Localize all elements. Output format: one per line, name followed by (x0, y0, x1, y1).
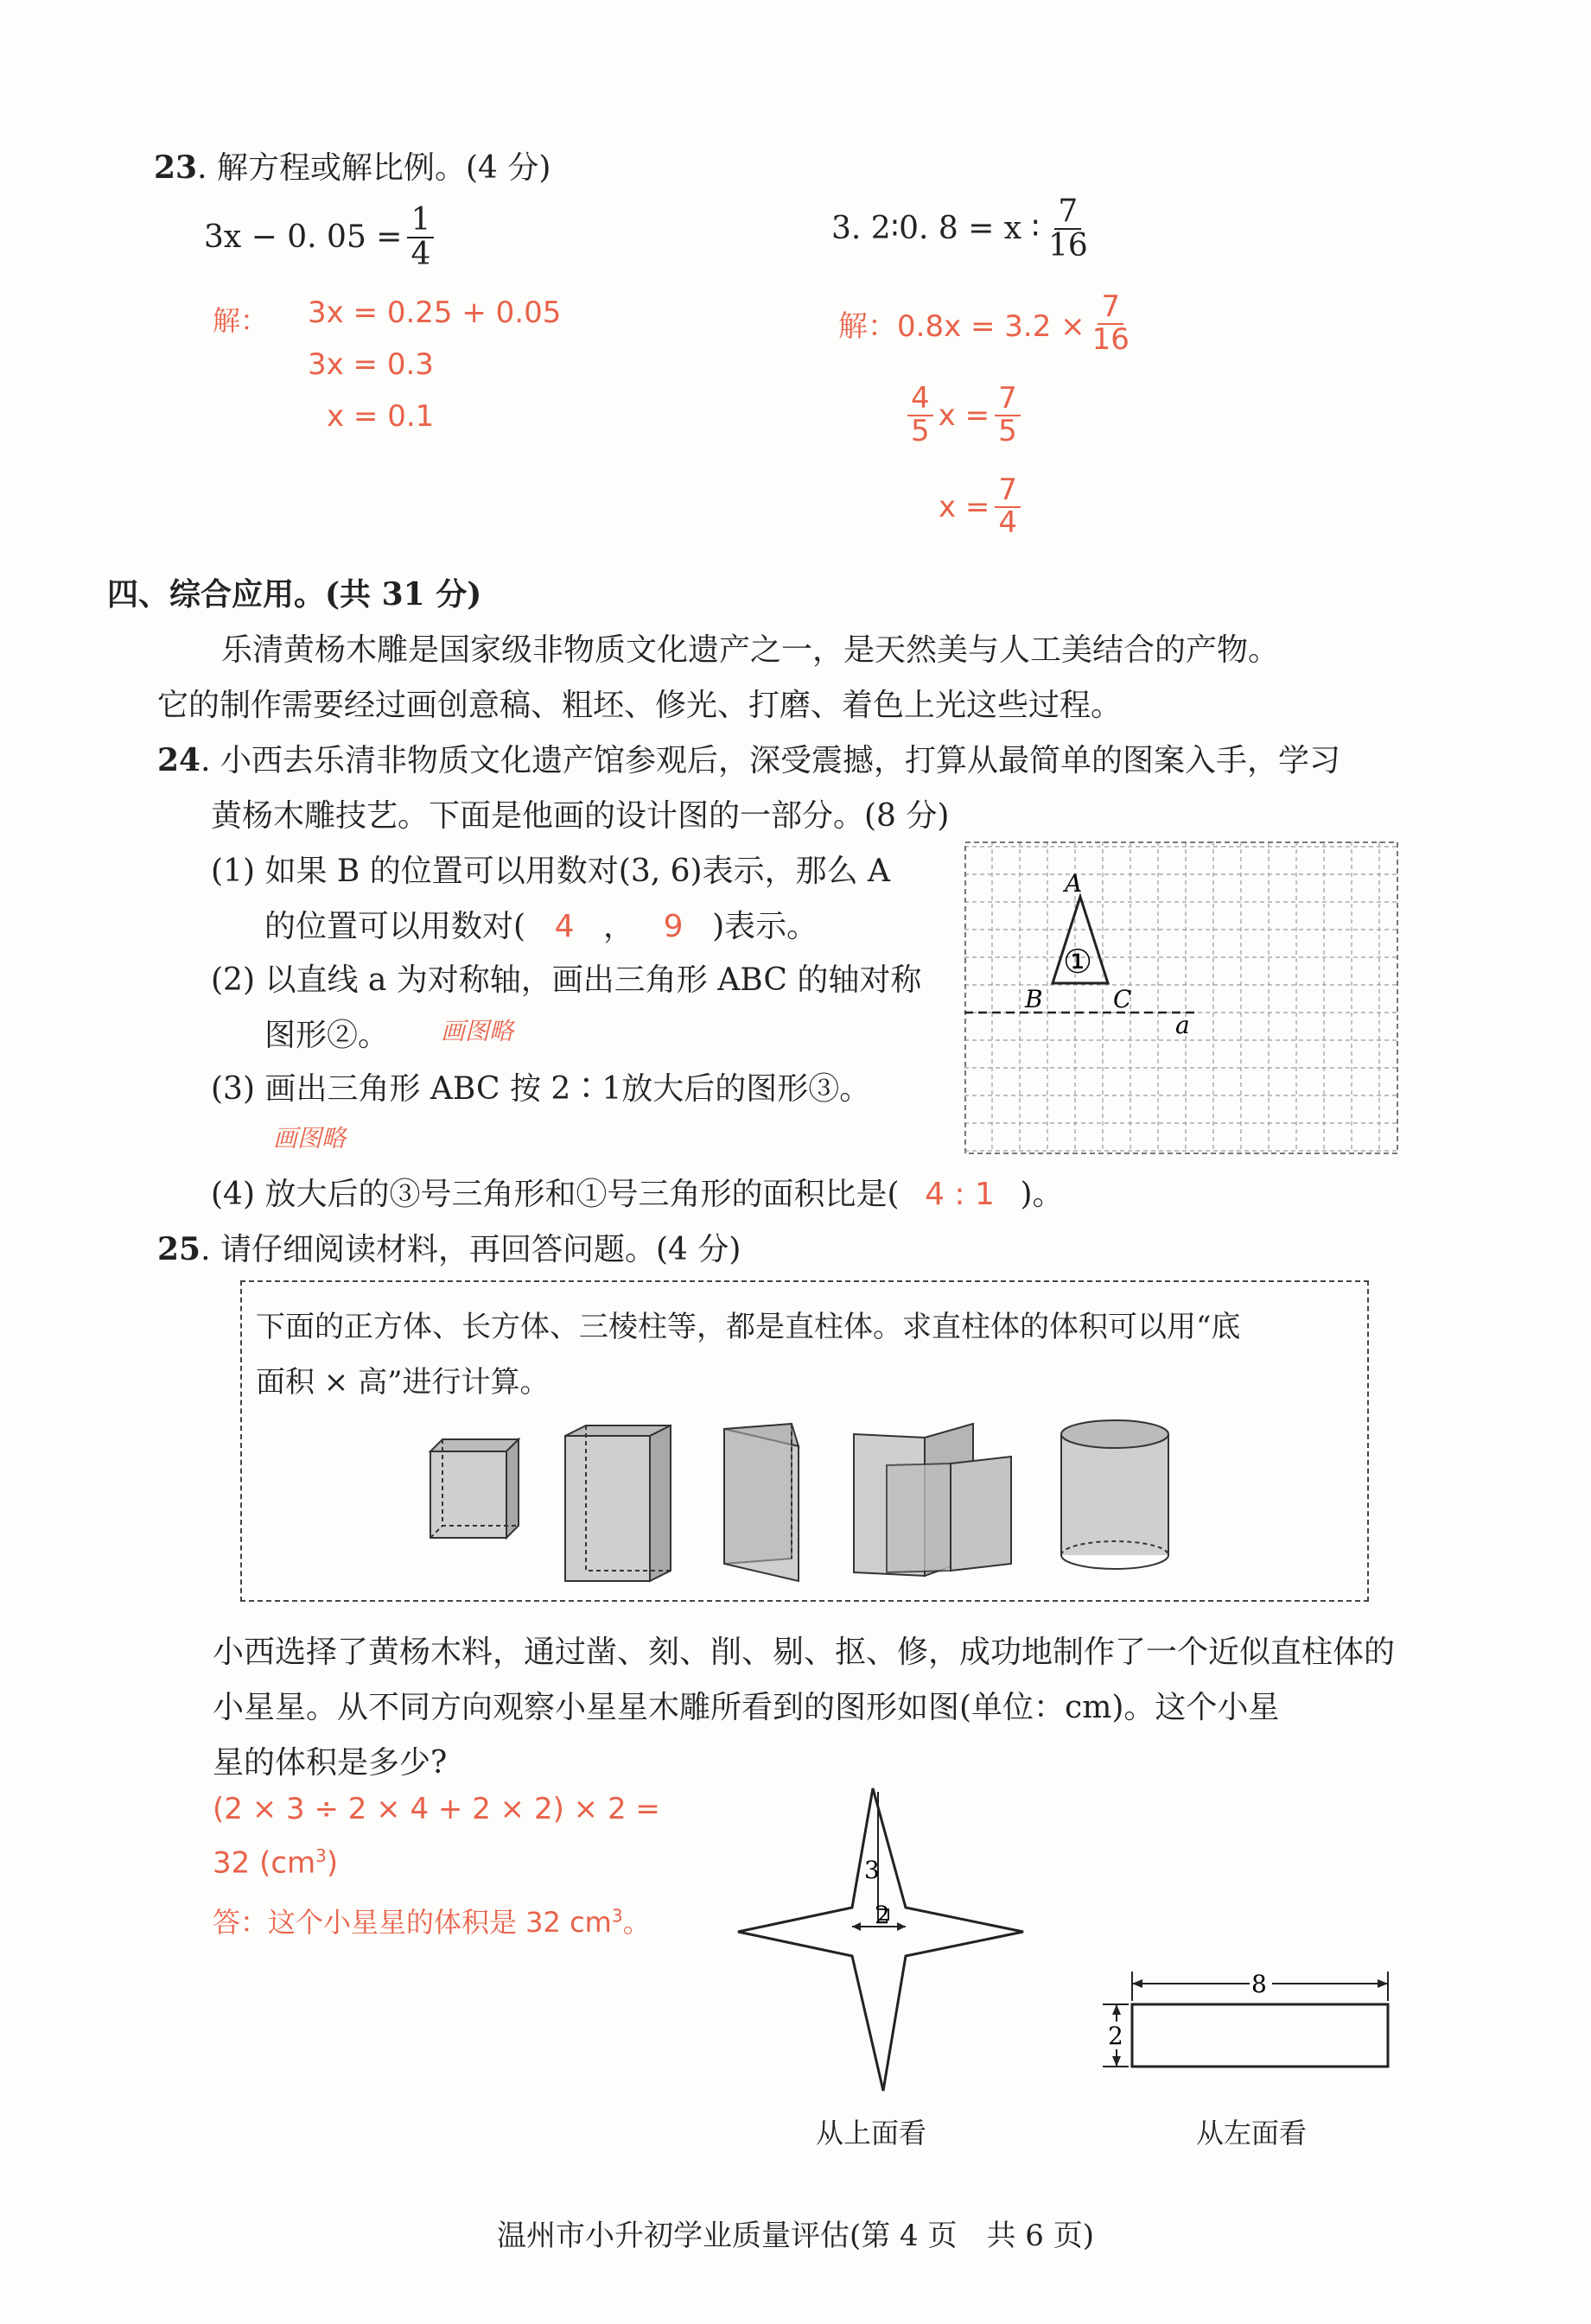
q25-answer-line-3 (213, 1901, 651, 1940)
sol2-l2-cnum: 4 (907, 384, 933, 416)
page-footer: 温州市小升初学业质量评估(第 4 页 共 6 页) (496, 2219, 1095, 2253)
q24-p4-answer: 4 : 1 (925, 1177, 995, 1212)
sol2-l2-cden: 5 (911, 413, 930, 448)
box-text-1: 下面的正方体、长方体、三棱柱等，都是直柱体。求直柱体的体积可以用“底 (256, 1310, 1241, 1344)
dim-label-2b: 2 (1108, 2022, 1123, 2050)
label-circled-1: ① (1063, 943, 1093, 981)
section4-intro-2: 它的制作需要经过画创意稿、粗坯、修光、打磨、着色上光这些过程。 (157, 688, 1123, 723)
q24-text1: . 小西去乐清非物质文化遗产馆参观后，深受震撼，打算从最简单的图案入手，学习 (200, 743, 1340, 778)
ans2-sup: 3 (315, 1845, 327, 1866)
ans3-pre: 答：这个小星星的体积是 32 cm (213, 1906, 612, 1939)
q24-number: 24 (157, 742, 201, 778)
ans2-pre: 32 (cm (213, 1845, 316, 1881)
q25-title: . 请仔细阅读材料，再回答问题。(4 分) (200, 1232, 741, 1267)
star-top-view (726, 1780, 1046, 2108)
eq2-fraction (1045, 195, 1091, 263)
eq1-fraction (407, 204, 434, 271)
q23-equation-1 (204, 204, 434, 271)
q25-text-1: 小西选择了黄杨木料，通过凿、刻、削、剔、抠、修，成功地制作了一个近似直柱体的 (213, 1635, 1396, 1670)
q24-p4-pre: (4) 放大后的③号三角形和①号三角形的面积比是( (211, 1177, 900, 1212)
sol2-line3-frac (995, 475, 1021, 538)
q24-p3: (3) 画出三角形 ABC 按 2∶1放大后的图形③。 (211, 1071, 871, 1107)
box-text-2: 面积 × 高”进行计算。 (256, 1365, 550, 1400)
prism-illustrations (242, 1412, 1365, 1598)
cube-shape (430, 1439, 519, 1538)
eq1-den: 4 (410, 236, 431, 272)
label-B: B (1025, 985, 1043, 1013)
q24-p1-answer-1: 4 (554, 909, 575, 944)
sol2-l3-num: 7 (995, 475, 1021, 508)
triangular-prism-shape (724, 1424, 799, 1581)
q25-answer-line-2 (213, 1845, 338, 1880)
ans2-post: ) (326, 1845, 339, 1881)
eq1-lhs: 3x − 0. 05 = (204, 219, 403, 256)
q23-title: . 解方程或解比例。(4 分) (197, 150, 551, 186)
ans3-post: 。 (622, 1906, 651, 1939)
sol2-l2-den: 5 (998, 413, 1017, 448)
sol1-label: 解： (213, 304, 269, 337)
section4-title: 四、综合应用。(共 31 分) (107, 576, 482, 613)
dim-label-3: 3 (864, 1856, 880, 1884)
q24-text-2: 黄杨木雕技艺。下面是他画的设计图的一部分。(8 分) (211, 798, 950, 834)
q24-p4 (211, 1170, 1064, 1214)
sol2-l2-mid: x = (938, 397, 990, 433)
left-view-rect (1132, 2004, 1388, 2067)
sol2-line2-frac (995, 381, 1021, 448)
q24-p1b-post: )表示。 (712, 909, 818, 944)
section4-intro-1: 乐清黄杨木雕是国家级非物质文化遗产之一，是天然美与人工美结合的产物。 (221, 632, 1280, 668)
sol1-line3: x = 0.1 (327, 399, 435, 434)
sol2-l2-num: 7 (995, 384, 1021, 416)
q25-number: 25 (157, 1231, 201, 1267)
q24-p1b-pre: 的位置可以用数对( (264, 909, 526, 944)
q24-p1b (264, 902, 818, 946)
sol2-line1-frac (1089, 289, 1133, 357)
q25-material-box (240, 1280, 1369, 1602)
cuboid-shape (565, 1426, 671, 1581)
q23-number: 23 (154, 149, 198, 186)
cylinder-shape (1061, 1420, 1168, 1569)
q24-p2-answer: 画图略 (441, 1017, 514, 1045)
label-C: C (1113, 985, 1132, 1013)
sol2-line1 (838, 289, 1133, 357)
q24-text-1 (157, 736, 1340, 780)
q24-grid-figure (964, 841, 1398, 1154)
label-a: a (1175, 1011, 1190, 1039)
sol2-l3-text: x = (939, 489, 990, 524)
sol2-line3 (939, 475, 1021, 538)
q25-answer-line-1: (2 × 3 ÷ 2 × 4 + 2 × 2) × 2 = (213, 1792, 660, 1826)
sol2-l1-num: 7 (1098, 292, 1123, 325)
eq2-num: 7 (1054, 195, 1081, 230)
sol1-line2: 3x = 0.3 (308, 347, 434, 382)
caption-top-view: 从上面看 (816, 2117, 927, 2149)
sol2-line1-text: 解：0.8x = 3.2 × (838, 309, 1085, 345)
q24-p2a: (2) 以直线 a 为对称轴，画出三角形 ABC 的轴对称 (211, 962, 922, 998)
q24-p4-post: )。 (1020, 1177, 1064, 1212)
eq2-lhs: 3. 2∶0. 8 = x ∶ (831, 211, 1040, 247)
q23-heading (154, 143, 550, 187)
sol2-l3-den: 4 (998, 505, 1018, 540)
sol2-line2 (907, 381, 1021, 448)
label-A: A (1065, 869, 1083, 898)
eq2-den: 16 (1047, 227, 1088, 264)
q24-p1a: (1) 如果 B 的位置可以用数对(3, 6)表示，那么 A (211, 854, 891, 889)
eq1-num: 1 (407, 204, 434, 238)
sol2-l1-den: 16 (1091, 321, 1130, 357)
q24-p2b: 图形②。 (264, 1018, 390, 1053)
star-outline (738, 1788, 1023, 2091)
q23-equation-2 (831, 195, 1091, 263)
ans3-sup: 3 (611, 1905, 623, 1927)
q24-p1-answer-2: 9 (663, 909, 684, 944)
caption-left-view: 从左面看 (1196, 2117, 1308, 2149)
dim-label-2: 2 (875, 1901, 890, 1929)
dim-label-8: 8 (1251, 1970, 1267, 1998)
q24-p1-sep: ， (603, 909, 635, 944)
sol1-line1: 3x = 0.25 + 0.05 (308, 295, 562, 330)
cross-prism-shape (854, 1424, 1011, 1576)
q25-text-2: 小星星。从不同方向观察小星星木雕所看到的图形如图(单位：cm)。这个小星 (213, 1690, 1280, 1725)
rect-left-view (1098, 1953, 1409, 2082)
q25-heading (157, 1225, 741, 1269)
sol2-line2-coef (907, 381, 933, 448)
q25-text-3: 星的体积是多少? (213, 1745, 448, 1781)
q24-p3-answer: 画图略 (273, 1124, 347, 1152)
